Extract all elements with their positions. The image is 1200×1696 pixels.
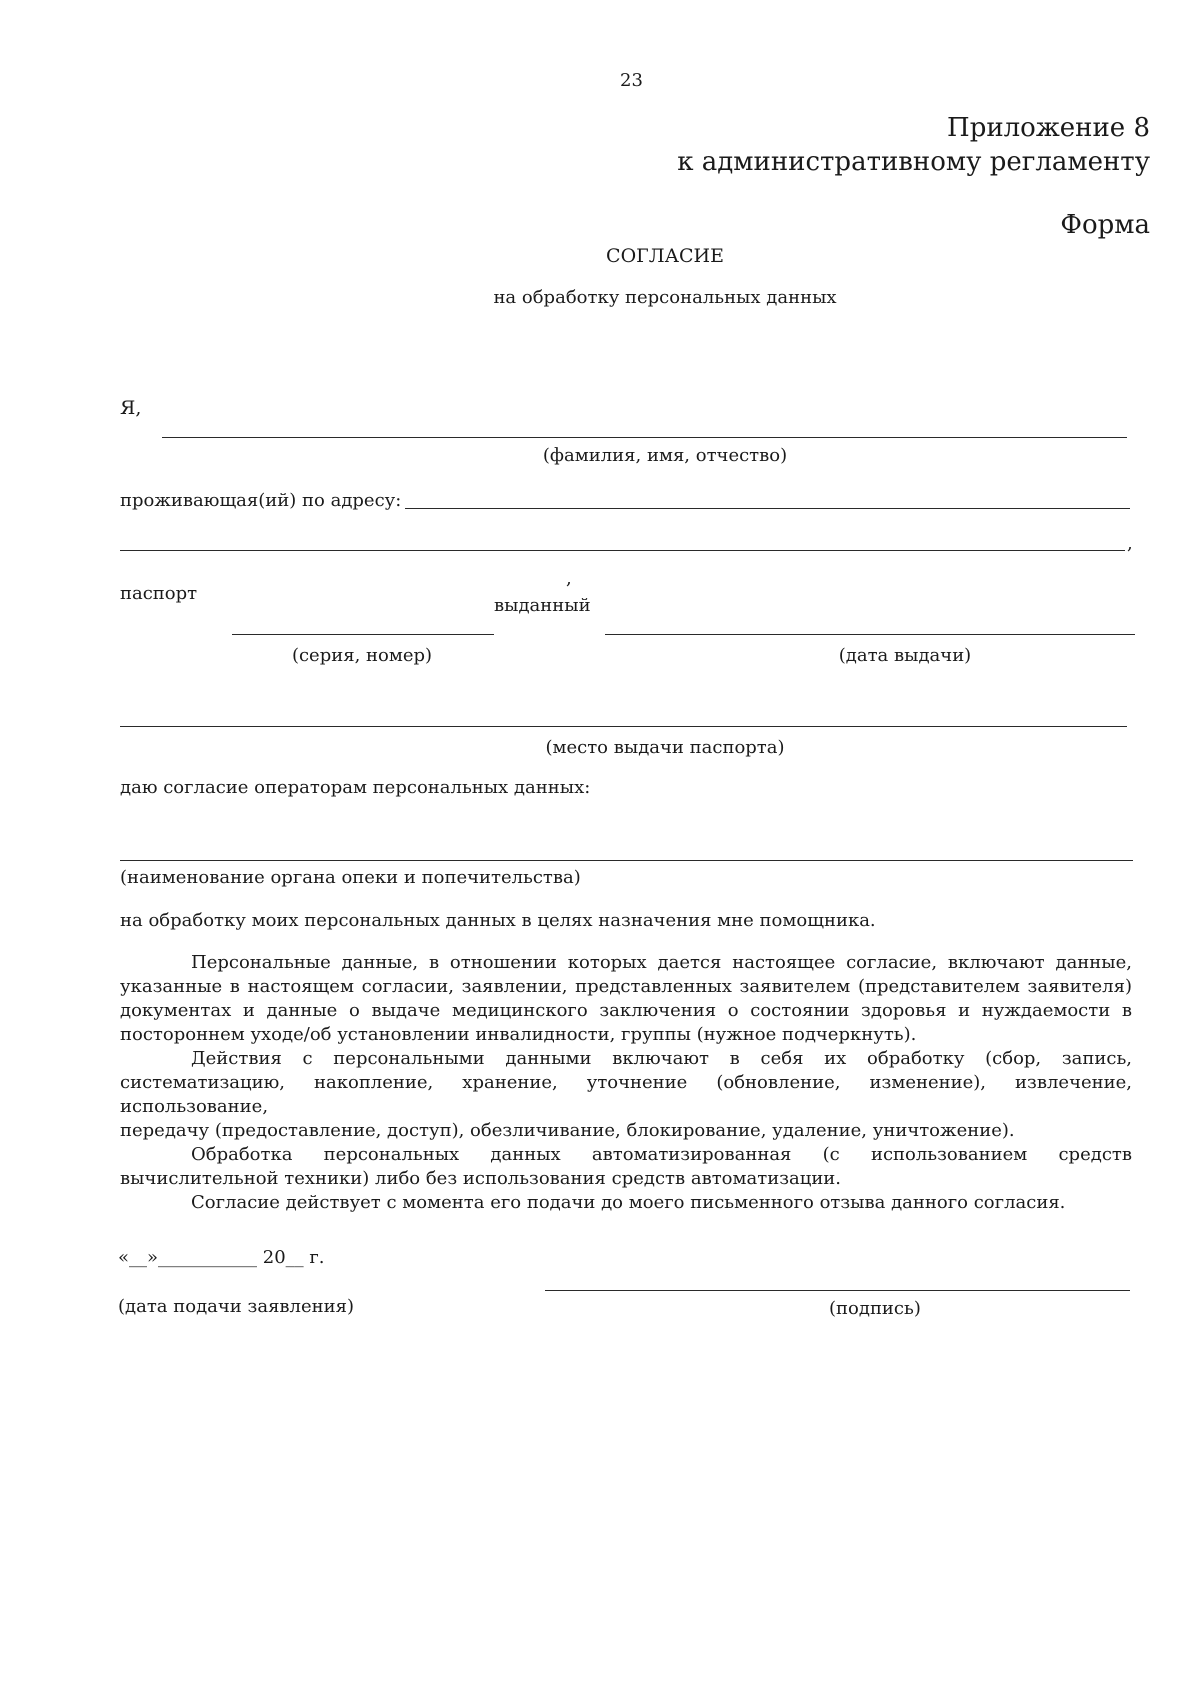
p3-line2: вычислительной техники) либо без использования средств автоматизации. [120,1168,842,1189]
fio-line[interactable] [162,437,1127,438]
p2-line2: систематизацию, накопление, хранение, уточнение (обновление, изменение), извлечение, использование, [120,1072,1132,1117]
p2-line1: Действия с персональными данными включают в себя их обработку (сбор, запись, [191,1048,1132,1069]
p3-line1: Обработка персональных данных автоматизированная (с использованием средств [191,1144,1132,1165]
i-label: Я, [120,397,142,419]
signature-caption: (подпись) [829,1298,921,1319]
page-number: 23 [620,70,643,91]
p1-line2: указанные в настоящем согласии, заявлении, представленных заявителем (представителем заявителя) [120,976,1132,997]
body-text [120,951,1132,1215]
issue-date-caption: (дата выдачи) [838,645,972,666]
purpose-text: на обработку моих персональных данных в целях назначения мне помощника. [120,910,876,931]
address-label: проживающая(ий) по адресу: [120,490,402,511]
issue-date-line[interactable] [605,634,1135,635]
passport-comma: , [566,568,572,589]
series-caption: (серия, номер) [291,645,433,666]
p4-line1: Согласие действует с момента его подачи до моего письменного отзыва данного согласия. [191,1192,1066,1213]
address-comma: , [1127,533,1133,554]
passport-series-line[interactable] [232,634,494,635]
authority-line[interactable] [120,860,1133,861]
p1-line1: Персональные данные, в отношении которых дается настоящее согласие, включают данные, [191,952,1132,973]
issued-label: выданный [494,595,591,616]
address-line-2[interactable] [120,550,1125,551]
passport-label: паспорт [120,583,198,604]
signature-line[interactable] [545,1290,1130,1291]
date-caption: (дата подачи заявления) [118,1296,355,1317]
address-line-1[interactable] [405,508,1130,509]
p2-line3: передачу (предоставление, доступ), обезличивание, блокирование, удаление, уничтожение). [120,1120,1015,1141]
document-title: СОГЛАСИЕ [606,245,724,267]
p1-line3: документах и данные о выдаче медицинского заключения о состоянии здоровья и нуждаемости в [120,1000,1132,1021]
issue-place-line[interactable] [120,726,1127,727]
authority-caption: (наименование органа опеки и попечительства) [120,867,581,888]
document-subtitle: на обработку персональных данных [493,287,837,308]
appendix-label: Приложение 8 [947,113,1150,143]
submission-date-field[interactable]: «__»___________ 20__ г. [118,1247,325,1268]
p1-line4: постороннем уходе/об установлении инвалидности, группы (нужное подчеркнуть). [120,1024,917,1045]
issue-place-caption: (место выдачи паспорта) [545,737,785,758]
form-label: Форма [1060,210,1150,240]
consent-to-label: даю согласие операторам персональных данных: [120,777,591,798]
fio-caption: (фамилия, имя, отчество) [542,445,788,466]
regulation-reference: к административному регламенту [677,147,1150,177]
